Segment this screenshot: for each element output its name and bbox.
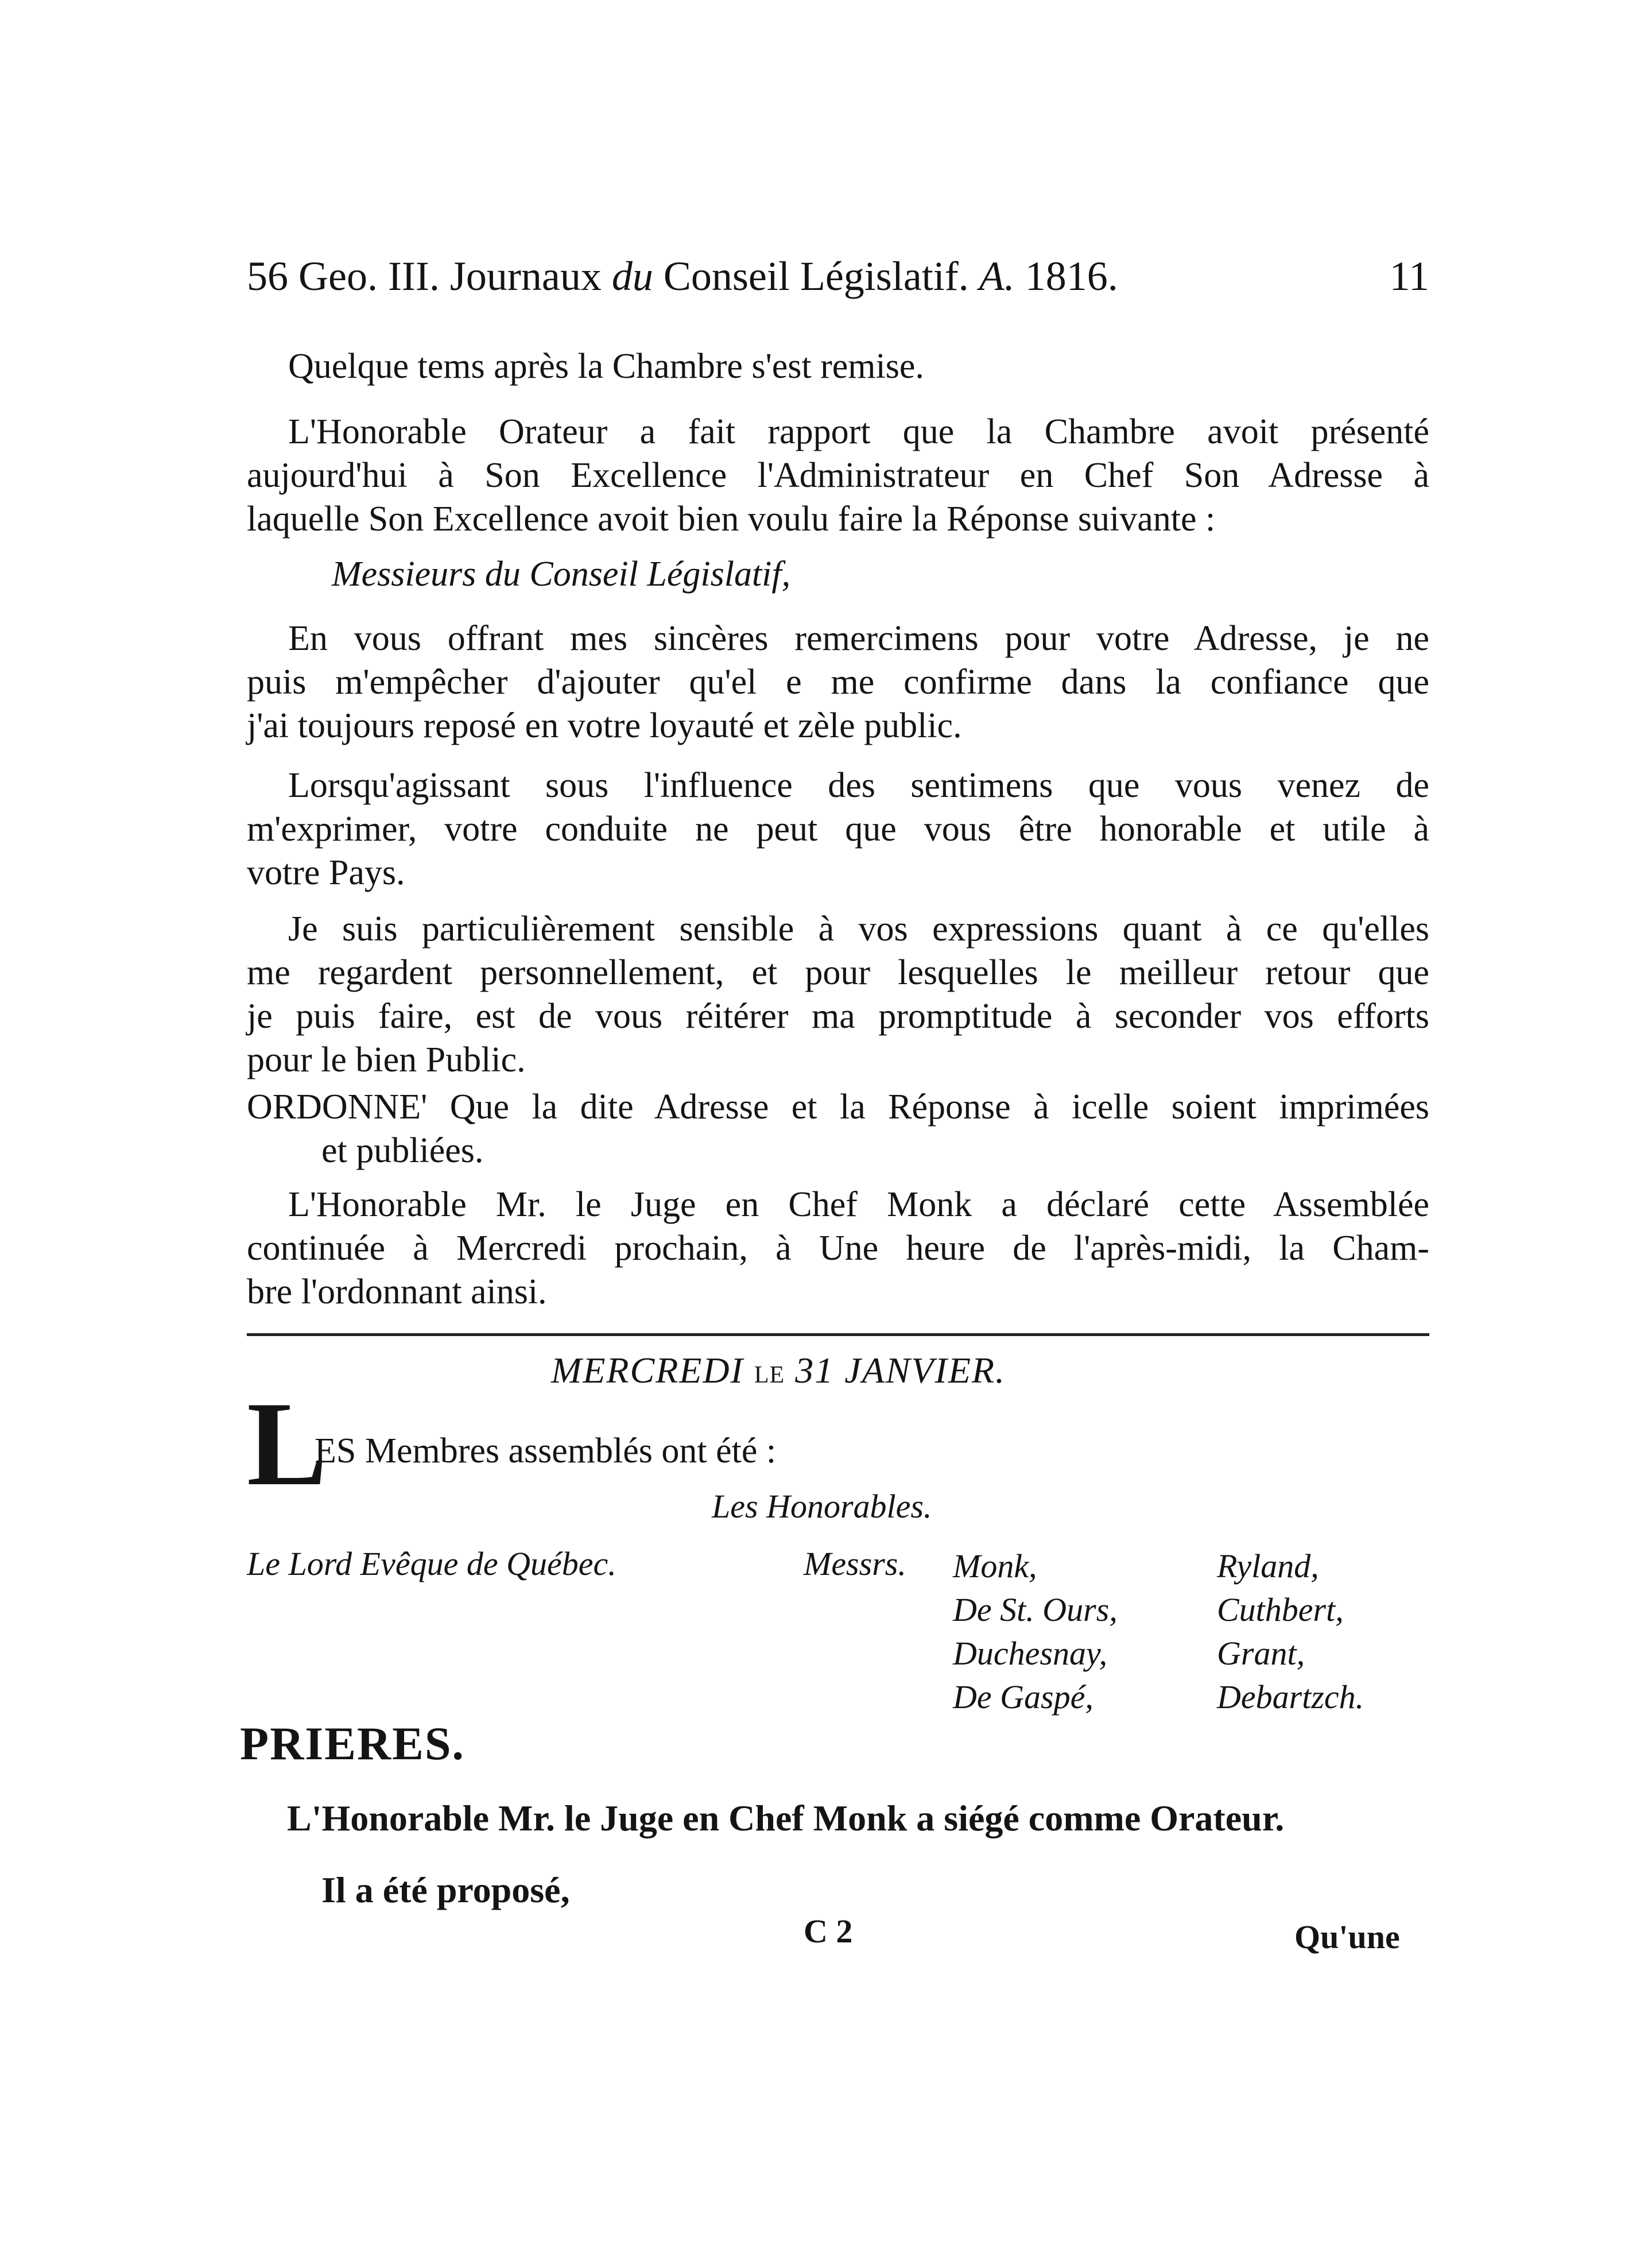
member-name: Debartzch. (1217, 1678, 1364, 1716)
member-name: Cuthbert, (1217, 1591, 1344, 1628)
drop-cap: L (247, 1377, 328, 1511)
text-line: ORDONNE' Que la dite Adresse et la Réponse à icelle soient imprimées (247, 1087, 1429, 1126)
paragraph-ordonne (247, 1085, 1429, 1172)
member-name: Ryland, (1217, 1547, 1319, 1585)
date-day: MERCREDI (551, 1350, 744, 1391)
header-middle: Conseil Législatif. (663, 253, 969, 299)
member-name: De St. Ours, (953, 1591, 1118, 1628)
text-line: En vous offrant mes sincères remercimens pour votre Adresse, je ne (288, 619, 1429, 658)
paragraph-sentimens (247, 764, 1429, 895)
text-line: aujourd'hui à Son Excellence l'Administrateur en Chef Son Adresse à (247, 456, 1429, 495)
member-name: De Gaspé, (953, 1678, 1093, 1716)
header-left: 56 Geo. III. Journaux (247, 253, 602, 299)
sieger-line: L'Honorable Mr. le Juge en Chef Monk a siégé comme Orateur. (287, 1798, 1285, 1838)
text-line: Lorsqu'agissant sous l'influence des sentimens que vous venez de (288, 766, 1429, 805)
propose-line: Il a été proposé, (321, 1869, 570, 1910)
paragraph-expressions (247, 907, 1429, 1082)
paragraph-remercimens (247, 617, 1429, 748)
text-line: votre Pays. (247, 853, 405, 892)
eveque-name: Le Lord Evêque de Québec. (247, 1545, 616, 1582)
member-name: Monk, (953, 1547, 1037, 1585)
text-line: L'Honorable Orateur a fait rapport que la Chambre avoit présenté (288, 412, 1429, 451)
text-line: et publiées. (321, 1131, 484, 1170)
header-du: du (611, 253, 653, 299)
header-year: 1816. (1025, 253, 1118, 299)
page-number: 11 (1389, 253, 1429, 299)
text-line: Messieurs du Conseil Législatif, (332, 555, 791, 594)
page-header (247, 253, 1429, 300)
header-title (247, 253, 1118, 300)
header-a: A. (979, 253, 1015, 299)
text-line: j'ai toujours reposé en votre loyauté et zèle public. (247, 706, 962, 745)
text-line: Quelque tems après la Chambre s'est remise. (288, 347, 924, 386)
text-line: Je suis particulièrement sensible à vos expressions quant à ce qu'elles (288, 909, 1429, 949)
text-line: L'Honorable Mr. le Juge en Chef Monk a déclaré cette Assemblée (288, 1185, 1429, 1224)
honorables-heading: Les Honorables. (712, 1488, 932, 1525)
messrs-label: Messrs. (804, 1545, 906, 1582)
member-name: Grant, (1217, 1635, 1305, 1672)
salutation (247, 552, 1429, 596)
text-line: m'exprimer, votre conduite ne peut que vous être honorable et utile à (247, 810, 1429, 849)
text-line: puis m'empêcher d'ajouter qu'el e me confirme dans la confiance que (247, 663, 1429, 702)
date-le: LE (754, 1362, 785, 1388)
paragraph-chambre-remise (247, 344, 1429, 388)
catchword: Qu'une (1294, 1918, 1400, 1956)
paragraph-assemblee-continuee (247, 1183, 1429, 1314)
text-line: continuée à Mercredi prochain, à Une heure de l'après-midi, la Cham- (247, 1229, 1429, 1268)
signature-mark: C 2 (804, 1913, 853, 1950)
date-rest: 31 JANVIER. (795, 1350, 1006, 1391)
text-line: bre l'ordonnant ainsi. (247, 1272, 547, 1311)
members-line: ES Membres assemblés ont été : (315, 1431, 777, 1470)
section-divider (247, 1333, 1429, 1336)
prieres-heading: PRIERES. (240, 1717, 465, 1770)
text-line: laquelle Son Excellence avoit bien voulu faire la Réponse suivante : (247, 500, 1216, 539)
members-column-2 (1217, 1544, 1364, 1719)
text-line: me regardent personnellement, et pour lesquelles le meilleur retour que (247, 953, 1429, 992)
text-line: je puis faire, est de vous réitérer ma promptitude à seconder vos efforts (247, 997, 1429, 1036)
member-name: Duchesnay, (953, 1635, 1107, 1672)
members-column-1 (953, 1544, 1118, 1719)
date-heading (551, 1349, 1006, 1392)
text-line: pour le bien Public. (247, 1040, 526, 1079)
paragraph-rapport-orateur (247, 410, 1429, 541)
